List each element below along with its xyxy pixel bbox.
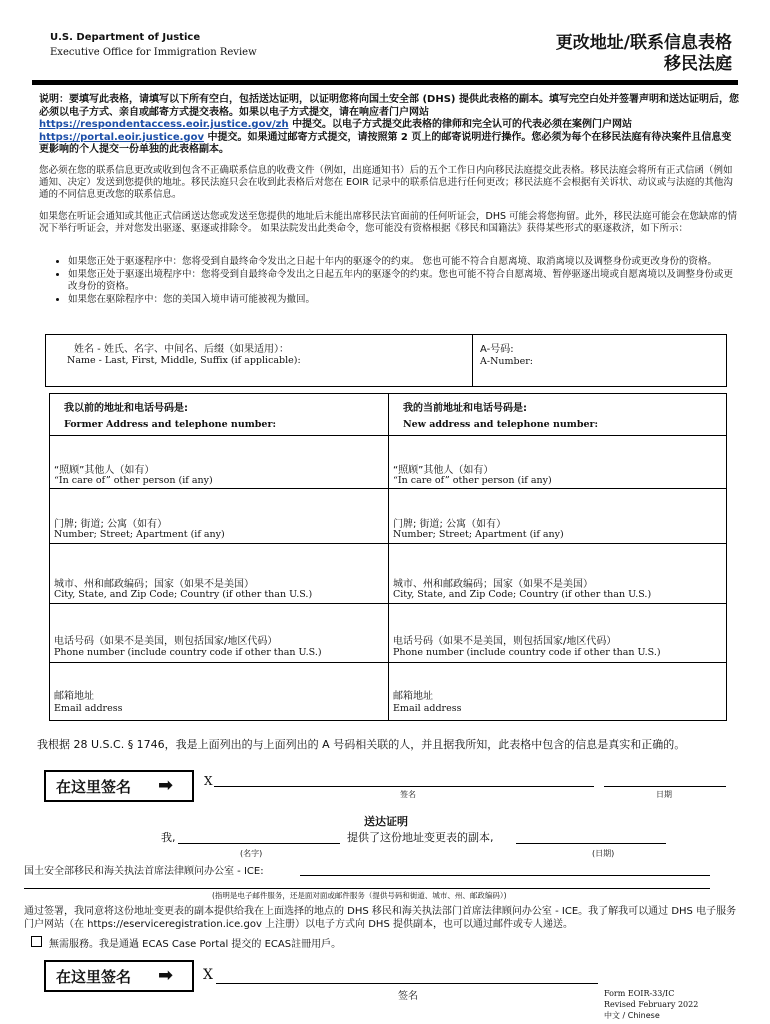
anumber-label-en: A-Number: (480, 356, 533, 367)
instructions-bold (39, 94, 739, 157)
field-label-en: Email address (54, 703, 123, 714)
former-email-field[interactable] (49, 662, 389, 721)
former-street-field[interactable] (49, 488, 389, 544)
revision-date: Revised February 2022 (604, 1000, 699, 1009)
form-number: Form EOIR-33/IC (604, 989, 675, 998)
bullet-exclusion: • 如果您在驱除程序中：您的美国入境申请可能被视为撤回。 (68, 294, 742, 306)
service-title: 送达证明 (364, 815, 408, 828)
name-anumber-box (45, 334, 727, 387)
former-phone-field[interactable] (49, 603, 389, 663)
service-method-caption: (指明是电子邮件服务，还是面对面或邮件服务（提供号码和街道、城市、州、邮政编码）) (212, 891, 507, 900)
declaration-text: 我根据 28 U.S.C. § 1746，我是上面列出的与上面列出的 A 号码相关联的人，并且据我所知，此表格中包含的信息是真实和正确的。 (37, 738, 686, 751)
former-header-zh: 我以前的地址和电话号码是: (64, 403, 188, 414)
ice-office-line[interactable] (300, 875, 710, 876)
ecas-checkbox-label: 無需服務。我是通過 ECAS Case Portal 提交的 ECAS註冊用戶。 (49, 939, 342, 950)
dept-name: U.S. Department of Justice (50, 32, 201, 43)
field-label-en: City, State, and Zip Code; Country (if other than U.S.) (54, 589, 313, 600)
sign-x-mark-2: X (203, 967, 213, 983)
name-label-en: Name - Last, First, Middle, Suffix (if applicable): (67, 355, 301, 366)
arrow-right-icon: ➡ (158, 775, 174, 796)
case-portal-link[interactable]: https://portal.eoir.justice.gov (39, 131, 204, 143)
sign-here-label: 在这里签名 (56, 967, 132, 986)
former-header-en: Former Address and telephone number: (64, 419, 276, 430)
arrow-right-icon: ➡ (158, 965, 174, 986)
field-label-zh: 邮箱地址 (54, 691, 94, 702)
name-label-zh: 姓名 - 姓氏、名字、中间名、后缀（如果适用）： (74, 344, 289, 355)
signature-line[interactable] (214, 786, 594, 787)
field-label-zh: 电话号码（如果不是美国，则包括国家/地区代码） (393, 636, 617, 647)
field-label-zh: 城市、州和邮政编码；国家（如果不是美国） (393, 579, 593, 590)
former-in-care-of-field[interactable] (49, 435, 389, 489)
former-city-field[interactable] (49, 543, 389, 604)
field-label-en: Number; Street; Apartment (if any) (393, 529, 564, 540)
field-label-en: “In care of” other person (if any) (393, 475, 552, 486)
new-in-care-of-field[interactable] (388, 435, 727, 489)
former-address-header (49, 393, 389, 436)
service-name-caption: (名字) (240, 849, 263, 858)
date-line[interactable] (604, 786, 726, 787)
ice-office-label: 国土安全部移民和海关执法首席法律顾问办公室 - ICE: (24, 866, 264, 877)
new-street-field[interactable] (388, 488, 727, 544)
field-label-zh: “照顾”其他人（如有） (54, 465, 155, 476)
header-rule (32, 80, 738, 85)
form-title: 更改地址/联系信息表格 (555, 33, 732, 53)
respondent-portal-link[interactable]: https://respondentaccess.eoir.justice.gov/zh (39, 119, 289, 130)
ecas-checkbox[interactable] (31, 936, 42, 947)
service-provided-text: 提供了这份地址变更表的副本, (347, 831, 494, 844)
field-label-zh: “照顾”其他人（如有） (393, 465, 494, 476)
anumber-label-zh: A-号码: (480, 344, 514, 355)
field-label-zh: 城市、州和邮政编码；国家（如果不是美国） (54, 579, 254, 590)
instructions-text-3: 中提交。如果通过邮寄方式提交，请按照第 2 页上的邮寄说明进行操作。您必须为每个在移民法庭有待决案件且信息变更影响的个人提交一份单独的此表格副本。 (39, 131, 732, 155)
name-box-divider (472, 334, 473, 387)
new-header-zh: 我的当前地址和电话号码是: (403, 403, 527, 414)
new-phone-field[interactable] (388, 603, 727, 663)
new-email-field[interactable] (388, 662, 727, 721)
field-label-en: City, State, and Zip Code; Country (if other than U.S.) (393, 589, 652, 600)
bullet-removal: • 如果您正处于驱逐程序中：您将受到自最终命令发出之日起十年内的驱逐令的约束。 您也可能不符合自愿离境、取消离境以及调整身份或更改身份的资格。 (68, 256, 742, 268)
field-label-zh: 门牌; 街道; 公寓（如有） (54, 519, 168, 530)
signature-caption-2: 签名 (398, 991, 418, 1002)
date-caption: 日期 (656, 790, 672, 799)
language-label: 中文 / Chinese (604, 1011, 660, 1020)
field-label-en: Phone number (include country code if other than U.S.) (54, 647, 322, 658)
signature-line-2[interactable] (216, 983, 598, 984)
sign-x-mark: X (204, 774, 213, 788)
new-address-header (388, 393, 727, 436)
instructions-text-2: 中提交。以电子方式提交此表格的律师和完全认可的代表必须在案例门户网站 (292, 119, 633, 130)
new-city-field[interactable] (388, 543, 727, 604)
instructions-text-1: 说明：要填写此表格，请填写以下所有空白，包括送达证明，以证明您将向国土安全部 (DHS) 提供此表格的副本。填写完空白处并签署声明和送达证明后，您必须以电子方式、亲自或邮寄方式提交表格。如果以电子方式提交，请在响应者门户网站 (39, 94, 739, 118)
service-date-caption: (日期) (592, 849, 615, 858)
service-date-line[interactable] (516, 843, 666, 844)
new-header-en: New address and telephone number: (403, 419, 599, 430)
field-label-zh: 邮箱地址 (393, 691, 433, 702)
bullet-deportation: • 如果您正处于驱逐出境程序中：您将受到自最终命令发出之日起五年内的驱逐令的约束。您也可能不符合自愿离境、暂停驱逐出境或自愿离境以及调整身份或更改身份的资格。 (68, 269, 742, 293)
service-name-line[interactable] (178, 843, 340, 844)
consequence-list (52, 256, 742, 307)
service-i-label: 我, (161, 831, 176, 844)
field-label-zh: 门牌; 街道; 公寓（如有） (393, 519, 507, 530)
sign-here-label: 在这里签名 (56, 777, 132, 796)
field-label-zh: 电话号码（如果不是美国，则包括国家/地区代码） (54, 636, 278, 647)
instructions-paragraph-3: 如果您在听证会通知或其他正式信函送达您或发送至您提供的地址后未能出席移民法官面前的任何听证会，DHS 可能会将您拘留。此外，移民法庭可能会在您缺席的情况下举行听证会，并对您发出驱逐、驱逐或排除令。 如果法院发出此类命令，您可能没有资格根据《移民和国籍法》获得某些形式的驱逐救济，如下所示： (39, 211, 738, 234)
office-name: Executive Office for Immigration Review (50, 47, 257, 58)
consent-paragraph: 通过签署，我同意将这份地址变更表的副本提供给我在上面选择的地点的 DHS 移民和海关执法部门首席法律顾问办公室 - ICE。我了解我可以通过 DHS 电子服务门户网站（在 https://eserviceregistration.ice.gov 上注册）以电子方式向 DHS 提供副本，也可以通过邮件或专人递送。 (24, 906, 737, 930)
field-label-en: “In care of” other person (if any) (54, 475, 213, 486)
field-label-en: Number; Street; Apartment (if any) (54, 529, 225, 540)
instructions-paragraph-2: 您必须在您的联系信息更改或收到包含不正确联系信息的收费文件（例如，出庭通知书）后的五个工作日内向移民法庭提交此表格。移民法庭会将所有正式信函（例如通知、决定）发送到您提供的地址。移民法庭只会在收到此表格后对您在 EOIR 记录中的联系信息进行任何更改；移民法庭不会根据有关诉状、动议或与法庭的其他沟通的不同信息更改您的联系信息。 (39, 165, 733, 200)
court-title: 移民法庭 (664, 54, 732, 74)
field-label-en: Phone number (include country code if other than U.S.) (393, 647, 661, 658)
signature-caption: 签名 (400, 790, 416, 799)
field-label-en: Email address (393, 703, 462, 714)
service-method-line[interactable] (24, 888, 710, 889)
